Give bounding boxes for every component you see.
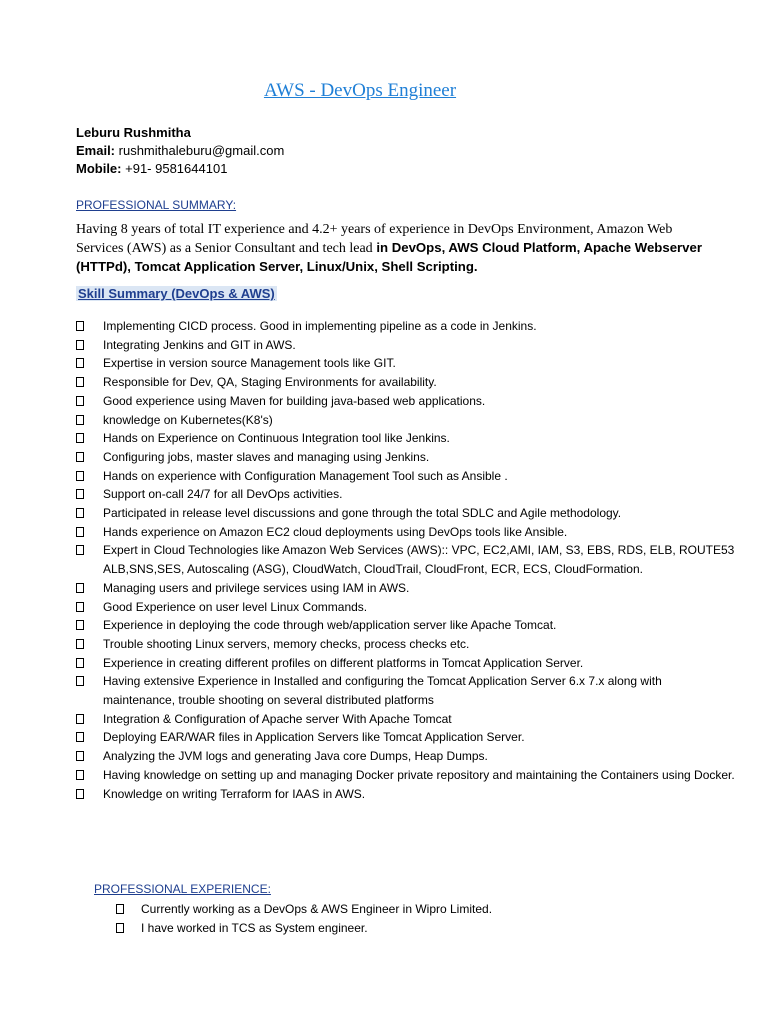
- list-item-text: Support on-call 24/7 for all DevOps activities.: [103, 487, 343, 502]
- bullet-box-icon: [76, 639, 84, 649]
- list-item-text: Responsible for Dev, QA, Staging Environments for availability.: [103, 375, 437, 390]
- email-label: Email:: [76, 143, 116, 158]
- list-item-text: I have worked in TCS as System engineer.: [141, 921, 368, 935]
- bullet-box-icon: [76, 789, 84, 799]
- bullet-box-icon: [76, 340, 84, 350]
- list-item-text: Having knowledge on setting up and managing Docker private repository and maintaining the Containers using Docker.: [103, 767, 735, 782]
- list-item: [76, 448, 736, 467]
- bullet-box-icon: [76, 620, 84, 630]
- list-item: [116, 900, 716, 919]
- email-value: rushmithaleburu@gmail.com: [118, 143, 285, 158]
- list-item-text: Knowledge on writing Terraform for IAAS in AWS.: [103, 786, 366, 801]
- bullet-box-icon: [76, 452, 84, 462]
- list-item-text: Experience in deploying the code through web/application server like Apache Tomcat.: [103, 618, 557, 633]
- list-item: [76, 429, 736, 448]
- list-item: [76, 373, 736, 392]
- experience-list: [116, 900, 716, 938]
- bullet-box-icon: [76, 471, 84, 481]
- candidate-name: Leburu Rushmitha: [76, 125, 191, 140]
- list-item: [76, 635, 736, 654]
- bullet-box-icon: [76, 732, 84, 742]
- list-item: [76, 598, 736, 617]
- list-item-text: Experience in creating different profiles on different platforms in Tomcat Application Server.: [103, 655, 584, 670]
- list-item: [76, 710, 736, 729]
- bullet-box-icon: [76, 433, 84, 443]
- list-item-text: Expert in Cloud Technologies like Amazon Web Services (AWS):: VPC, EC2,AMI, IAM, S3, EBS, RDS, ELB, ROUTE53 ALB,SNS,SES, Autoscaling (ASG), CloudWatch, CloudTrail, CloudFront, ECR, ECS, CloudFormation.: [103, 543, 735, 577]
- contact-header: [76, 124, 284, 178]
- bullet-box-icon: [76, 714, 84, 724]
- mobile-line: [76, 160, 284, 178]
- list-item-text: Expertise in version source Management tools like GIT.: [103, 356, 396, 371]
- email-line: [76, 142, 284, 160]
- bullet-box-icon: [76, 770, 84, 780]
- list-item: [116, 919, 716, 938]
- bullet-box-icon: [76, 508, 84, 518]
- page-title: AWS - DevOps Engineer: [263, 80, 457, 101]
- bullet-box-icon: [116, 923, 124, 933]
- bullet-box-icon: [76, 489, 84, 499]
- list-item-text: Good experience using Maven for building java-based web applications.: [103, 393, 486, 408]
- list-item: [76, 392, 736, 411]
- list-item: [76, 354, 736, 373]
- list-item-text: knowledge on Kubernetes(K8's): [103, 412, 273, 427]
- list-item: [76, 747, 736, 766]
- list-item-text: Analyzing the JVM logs and generating Java core Dumps, Heap Dumps.: [103, 749, 488, 764]
- bullet-box-icon: [76, 658, 84, 668]
- list-item-text: Trouble shooting Linux servers, memory checks, process checks etc.: [103, 636, 470, 651]
- bullet-box-icon: [76, 527, 84, 537]
- bullet-box-icon: [76, 415, 84, 425]
- list-item-text: Managing users and privilege services using IAM in AWS.: [103, 580, 410, 595]
- list-item: [76, 616, 736, 635]
- bullet-box-icon: [76, 377, 84, 387]
- experience-heading: PROFESSIONAL EXPERIENCE:: [94, 882, 271, 896]
- list-item-text: Having extensive Experience in Installed and configuring the Tomcat Application Server 6.x 7.x along with maintenance, trouble shooting on several distributed platforms: [103, 674, 662, 708]
- list-item: [76, 523, 736, 542]
- list-item-text: Hands experience on Amazon EC2 cloud deployments using DevOps tools like Ansible.: [103, 524, 568, 539]
- skills-list: [76, 317, 736, 803]
- skills-heading: Skill Summary (DevOps & AWS): [78, 286, 275, 301]
- list-item-text: Currently working as a DevOps & AWS Engineer in Wipro Limited.: [141, 902, 493, 916]
- bullet-box-icon: [76, 545, 84, 555]
- summary-bold: in DevOps, AWS Cloud Platform, Apache Webserver (HTTPd), Tomcat Application Server, Linux/Unix, Shell Scripting.: [76, 240, 702, 274]
- list-item: [76, 766, 736, 785]
- list-item-text: Integrating Jenkins and GIT in AWS.: [103, 337, 296, 352]
- list-item: [76, 485, 736, 504]
- list-item-text: Integration & Configuration of Apache server With Apache Tomcat: [103, 711, 452, 726]
- list-item-text: Hands on Experience on Continuous Integration tool like Jenkins.: [103, 431, 450, 446]
- bullet-box-icon: [76, 321, 84, 331]
- list-item: [76, 317, 736, 336]
- bullet-box-icon: [76, 396, 84, 406]
- list-item: [76, 654, 736, 673]
- list-item: [76, 728, 736, 747]
- bullet-box-icon: [76, 751, 84, 761]
- summary-text: [76, 220, 716, 276]
- list-item-text: Deploying EAR/WAR files in Application Servers like Tomcat Application Server.: [103, 730, 525, 745]
- list-item: [76, 467, 736, 486]
- mobile-value: +91- 9581644101: [125, 161, 228, 176]
- list-item: [76, 411, 736, 430]
- list-item-text: Configuring jobs, master slaves and managing using Jenkins.: [103, 449, 430, 464]
- list-item-text: Good Experience on user level Linux Commands.: [103, 599, 368, 614]
- list-item: [76, 504, 736, 523]
- list-item: [76, 672, 736, 709]
- bullet-box-icon: [76, 358, 84, 368]
- list-item-text: Implementing CICD process. Good in implementing pipeline as a code in Jenkins.: [103, 319, 537, 333]
- summary-heading: PROFESSIONAL SUMMARY:: [76, 198, 237, 212]
- bullet-box-icon: [116, 904, 124, 914]
- bullet-box-icon: [76, 583, 84, 593]
- mobile-label: Mobile:: [76, 161, 122, 176]
- bullet-box-icon: [76, 602, 84, 612]
- list-item: [76, 541, 736, 578]
- list-item: [76, 785, 736, 804]
- list-item: [76, 579, 736, 598]
- bullet-box-icon: [76, 676, 84, 686]
- list-item: [76, 336, 736, 355]
- summary-plain: Having 8 years of total IT experience and 4.2+ years of experience in DevOps Environment, Amazon Web Services (AWS) as a Senior Consultant and tech lead: [76, 222, 673, 256]
- list-item-text: Hands on experience with Configuration Management Tool such as Ansible .: [103, 468, 508, 483]
- list-item-text: Participated in release level discussions and gone through the total SDLC and Agile methodology.: [103, 506, 622, 521]
